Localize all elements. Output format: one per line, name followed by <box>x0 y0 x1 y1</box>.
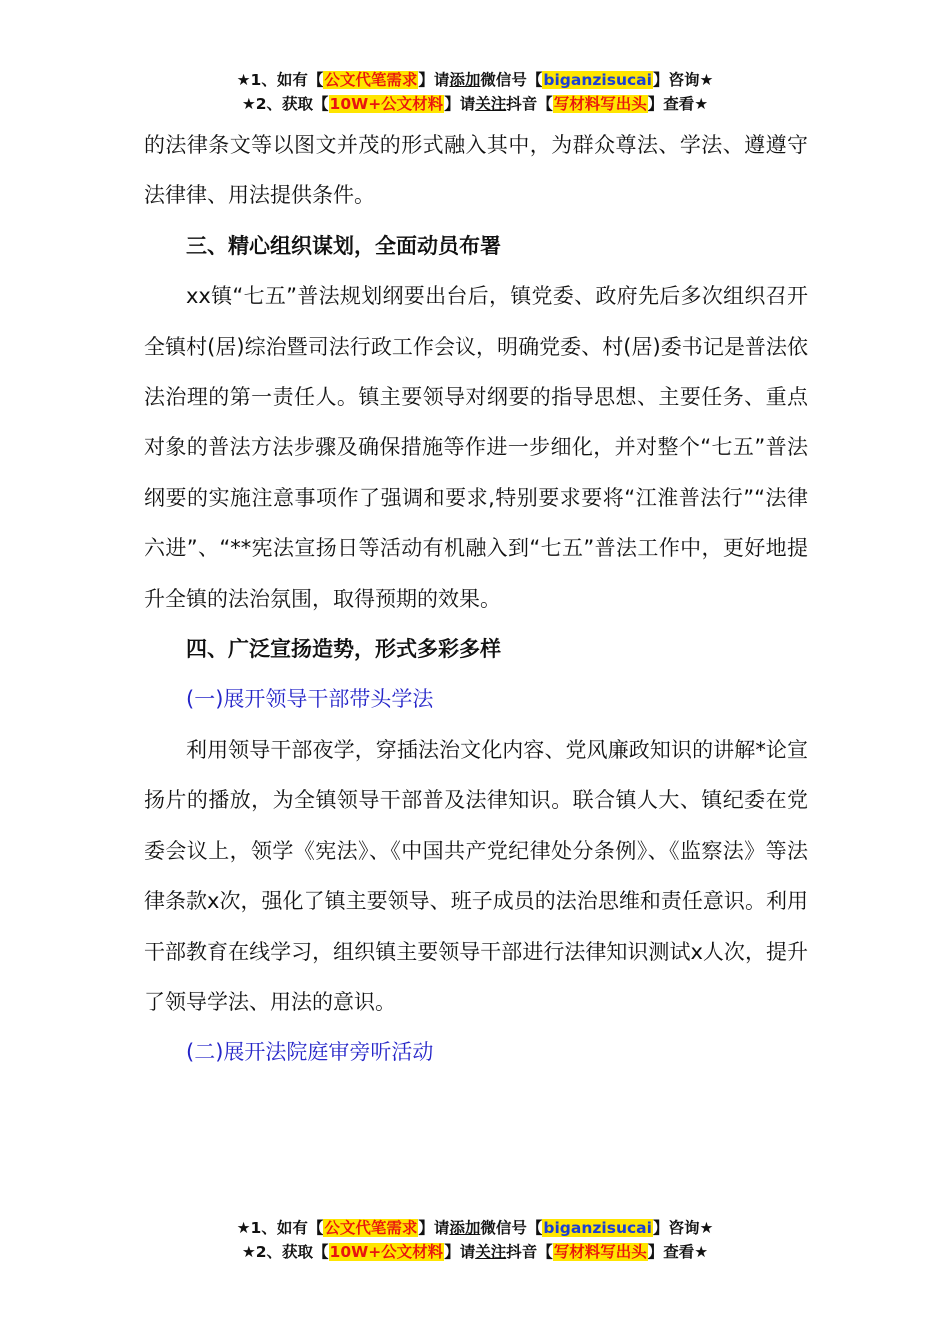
section-heading-4: 四、广泛宣扬造势，形式多彩多样 <box>186 637 501 662</box>
paragraph-subsection-1: 利用领导干部夜学，穿插法治文化内容、党风廉政知识的讲解*论宣扬片的播放，为全镇领导干部普及法律知识。联合镇人大、镇纪委在党委会议上，领学《宪法》、《中国共产党纪律处分条例》、《监察法》等法律条款x次，强化了镇主要领导、班子成员的法治思维和责任意识。利用干部教育在线学习，组织镇主要领导干部进行法律知识测试x人次，提升了领导学法、用法的意识。 <box>144 737 808 1014</box>
banner-tag-douyin: 写材料写出头 <box>553 1243 647 1261</box>
banner-tag-wechat-id: biganzisucai <box>543 71 652 89</box>
subheading-2: (二)展开法院庭审旁听活动 <box>186 1040 434 1065</box>
banner-tag-materials: 10W+公文材料 <box>329 95 444 113</box>
section-heading-3: 三、精心组织谋划，全面动员布署 <box>186 233 501 258</box>
banner-line-1: ★1、如有【公文代笔需求】请添加微信号【biganzisucai】咨询★ <box>236 71 714 89</box>
paragraph-section-3: xx镇“七五”普法规划纲要出台后，镇党委、政府先后多次组织召开全镇村(居)综治暨司法行政工作会议，明确党委、村(居)委书记是普法依法治理的第一责任人。镇主要领导对纲要的指导思想、主要任务、重点对象的普法方法步骤及确保措施等作进一步细化，并对整个“七五”普法纲要的实施注意事项作了强调和要求,特别要求要将“江淮普法行”“法律六进”、“**宪法宣扬日等活动有机融入到“七五”普法工作中，更好地提升全镇的法治氛围，取得预期的效果。 <box>144 284 808 611</box>
banner-tag-ghostwriting: 公文代笔需求 <box>324 1219 418 1237</box>
top-banner <box>0 68 950 116</box>
banner-line-1: ★1、如有【公文代笔需求】请添加微信号【biganzisucai】咨询★ <box>236 1219 714 1237</box>
banner-tag-douyin: 写材料写出头 <box>553 95 647 113</box>
paragraph-continued: 的法律条文等以图文并茂的形式融入其中，为群众尊法、学法、遵遵守法律律、用法提供条件。 <box>144 133 808 208</box>
document-body <box>144 120 808 1078</box>
banner-line-2: ★2、获取【10W+公文材料】请关注抖音【写材料写出头】查看★ <box>241 95 709 113</box>
banner-tag-ghostwriting: 公文代笔需求 <box>324 71 418 89</box>
banner-line-2: ★2、获取【10W+公文材料】请关注抖音【写材料写出头】查看★ <box>241 1243 709 1261</box>
subheading-1: (一)展开领导干部带头学法 <box>186 687 434 712</box>
banner-tag-wechat-id: biganzisucai <box>543 1219 652 1237</box>
bottom-banner <box>0 1216 950 1264</box>
banner-tag-materials: 10W+公文材料 <box>329 1243 444 1261</box>
